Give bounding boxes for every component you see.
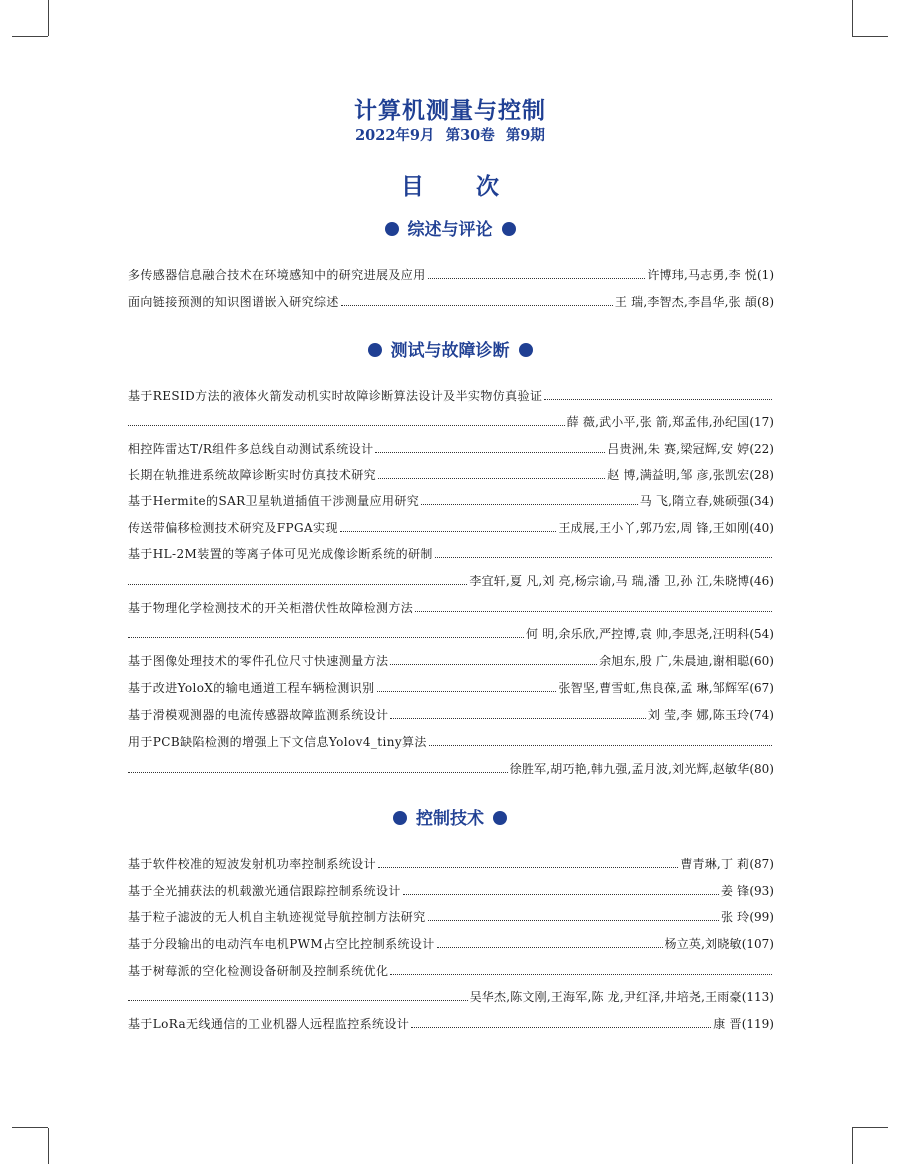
toc-entry[interactable] [128,263,774,283]
dot-leader [378,477,605,479]
dot-leader [390,717,645,719]
section-heading [0,219,900,241]
issue-line [0,124,900,145]
toc-entry-authors: 赵 博,满益明,邹 彦,张凯宏 [607,468,750,482]
toc-entry-page: (80) [749,762,774,776]
dot-leader [375,451,605,453]
toc-entry-authors: 康 晋 [713,1017,742,1031]
toc-entry-page: (17) [749,415,774,429]
dot-leader [390,663,597,665]
dot-leader [403,893,719,895]
toc-entry[interactable] [128,852,774,872]
bullet-dot-icon [393,811,407,825]
toc-entry-authors: 何 明,余乐欣,严控博,袁 帅,李思尧,汪明科 [526,627,750,641]
crop-mark-top-left-horizontal [12,36,48,37]
toc-entry-authors: 许博玮,马志勇,李 悦 [647,268,757,282]
toc-entry-title: 长期在轨推进系统故障诊断实时仿真技术研究 [128,468,377,482]
toc-entry-page: (54) [749,627,774,641]
toc-entry-continuation[interactable] [128,569,774,589]
dot-leader [415,610,772,612]
issue-date: 2022年9月 [355,127,435,144]
toc-entry-page: (107) [741,937,774,951]
dot-leader [128,424,565,426]
dot-leader [390,973,772,975]
dot-leader [544,398,772,400]
toc-entry-page: (67) [749,681,774,695]
toc-entry-title: 基于HL-2M装置的等离子体可见光成像诊断系统的研制 [128,547,433,561]
bullet-dot-icon [385,222,399,236]
toc-entry[interactable] [128,649,774,669]
dot-leader [341,304,613,306]
toc-entry-title: 传送带偏移检测技术研究及FPGA实现 [128,521,338,535]
dot-leader [340,530,557,532]
toc-entry-authors: 吕贵洲,朱 赛,梁冠辉,安 婷 [607,442,750,456]
toc-entry-first-line[interactable] [128,730,774,750]
toc-entry-authors: 曹青琳,丁 莉 [680,857,750,871]
toc-entry-page: (28) [749,468,774,482]
toc-entry-authors: 杨立英,刘晓敏 [664,937,742,951]
toc-entry-first-line[interactable] [128,542,774,562]
toc-entry-title: 基于软件校准的短波发射机功率控制系统设计 [128,857,377,871]
toc-entry-continuation[interactable] [128,410,774,430]
dot-leader [128,583,467,585]
toc-entry-authors: 姜 锋 [720,884,750,898]
toc-entry-authors: 吴华杰,陈文刚,王海军,陈 龙,尹红泽,井培尧,王雨豪 [469,990,742,1004]
toc-entry-title: 基于RESID方法的液体火箭发动机实时故障诊断算法设计及半实物仿真验证 [128,389,543,403]
crop-mark-bottom-left-vertical [48,1128,49,1164]
dot-leader [421,503,638,505]
toc-entry[interactable] [128,1012,774,1032]
toc-entry-title: 基于改进YoloX的输电通道工程车辆检测识别 [128,681,375,695]
toc-entry-authors: 李宜轩,夏 凡,刘 亮,杨宗谕,马 瑞,潘 卫,孙 江,朱晓博 [469,574,750,588]
toc-entry-title: 基于Hermite的SAR卫星轨道插值干涉测量应用研究 [128,494,420,508]
toc-entry-page: (93) [749,884,774,898]
toc-entry-title: 用于PCB缺陷检测的增强上下文信息Yolov4_tiny算法 [128,735,427,749]
toc-entry-page: (46) [749,574,774,588]
toc-entry-page: (74) [749,708,774,722]
toc-entry-first-line[interactable] [128,596,774,616]
dot-leader [429,744,772,746]
toc-entry-title: 面向链接预测的知识图谱嵌入研究综述 [128,295,339,309]
crop-mark-top-left-vertical [48,0,49,36]
toc-entry-page: (34) [749,494,774,508]
toc-entry-page: (8) [757,295,774,309]
section-heading-text: 测试与故障诊断 [390,341,510,361]
toc-entry[interactable] [128,676,774,696]
toc-entry[interactable] [128,932,774,952]
toc-entry[interactable] [128,437,774,457]
toc-entry-authors: 余旭东,殷 广,朱晨迪,谢相聪 [599,654,750,668]
toc-entry-page: (60) [749,654,774,668]
dot-leader [128,636,524,638]
toc-entry-page: (99) [749,910,774,924]
section-heading [0,808,900,830]
toc-entry-authors: 徐胜军,胡巧艳,韩九强,孟月波,刘光辉,赵敏华 [509,762,750,776]
toc-entry-page: (113) [741,990,774,1004]
toc-entry-title: 基于粒子滤波的无人机自主轨迹视觉导航控制方法研究 [128,910,426,924]
toc-entry-first-line[interactable] [128,959,774,979]
bullet-dot-icon [519,343,533,357]
toc-entry[interactable] [128,290,774,310]
dot-leader [428,277,646,279]
bullet-dot-icon [368,343,382,357]
toc-entry[interactable] [128,463,774,483]
toc-entry-title: 基于LoRa无线通信的工业机器人远程监控系统设计 [128,1017,410,1031]
toc-entry-page: (119) [741,1017,774,1031]
toc-entry-continuation[interactable] [128,757,774,777]
crop-mark-bottom-right-horizontal [852,1127,888,1128]
dot-leader [377,690,557,692]
dot-leader [378,866,678,868]
bullet-dot-icon [502,222,516,236]
toc-entry-title: 基于分段输出的电动汽车电机PWM占空比控制系统设计 [128,937,435,951]
crop-mark-bottom-left-horizontal [12,1127,48,1128]
toc-entry-authors: 马 飞,隋立春,姚硕强 [639,494,750,508]
toc-entry-first-line[interactable] [128,384,774,404]
toc-entry-continuation[interactable] [128,985,774,1005]
toc-entry-page: (22) [749,442,774,456]
bullet-dot-icon [493,811,507,825]
toc-entry-page: (1) [757,268,774,282]
toc-entry-title: 基于树莓派的空化检测设备研制及控制系统优化 [128,964,389,978]
toc-entry-authors: 张智坚,曹雪虹,焦良葆,孟 琳,邹辉军 [558,681,750,695]
toc-entry-title: 基于图像处理技术的零件孔位尺寸快速测量方法 [128,654,389,668]
toc-entry-authors: 张 玲 [720,910,750,924]
dot-leader [428,919,719,921]
dot-leader [435,556,772,558]
dot-leader [128,999,468,1001]
section-heading-text: 控制技术 [416,809,484,829]
dot-leader [128,771,508,773]
toc-entry[interactable] [128,516,774,536]
crop-mark-bottom-right-vertical [852,1128,853,1164]
toc-entry[interactable] [128,879,774,899]
crop-mark-top-right-horizontal [852,36,888,37]
toc-entry-continuation[interactable] [128,622,774,642]
section-heading-text: 综述与评论 [407,220,493,240]
toc-entry-page: (40) [749,521,774,535]
contents-title: 目 次 [400,174,521,200]
toc-entry-title: 基于滑模观测器的电流传感器故障监测系统设计 [128,708,389,722]
toc-entry-title: 基于物理化学检测技术的开关柜潜伏性故障检测方法 [128,601,414,615]
journal-title: 计算机测量与控制 [354,98,546,124]
dot-leader [437,946,663,948]
toc-entry[interactable] [128,905,774,925]
dot-leader [411,1026,711,1028]
toc-entry-authors: 薛 薇,武小平,张 箭,郑孟伟,孙纪国 [566,415,750,429]
toc-entry[interactable] [128,489,774,509]
toc-entry-authors: 刘 莹,李 娜,陈玉玲 [647,708,750,722]
toc-entry[interactable] [128,703,774,723]
section-heading [0,340,900,362]
toc-entry-authors: 王 瑞,李智杰,李昌华,张 頡 [614,295,757,309]
crop-mark-top-right-vertical [852,0,853,36]
toc-entry-authors: 王成展,王小丫,郭乃宏,周 锋,王如刚 [558,521,750,535]
toc-entry-page: (87) [749,857,774,871]
toc-entry-title: 基于全光捕获法的机载激光通信跟踪控制系统设计 [128,884,401,898]
toc-entry-title: 多传感器信息融合技术在环境感知中的研究进展及应用 [128,268,426,282]
toc-entry-title: 相控阵雷达T/R组件多总线自动测试系统设计 [128,442,374,456]
issue-volume: 第30卷 [445,127,495,144]
issue-number: 第9期 [505,127,545,144]
